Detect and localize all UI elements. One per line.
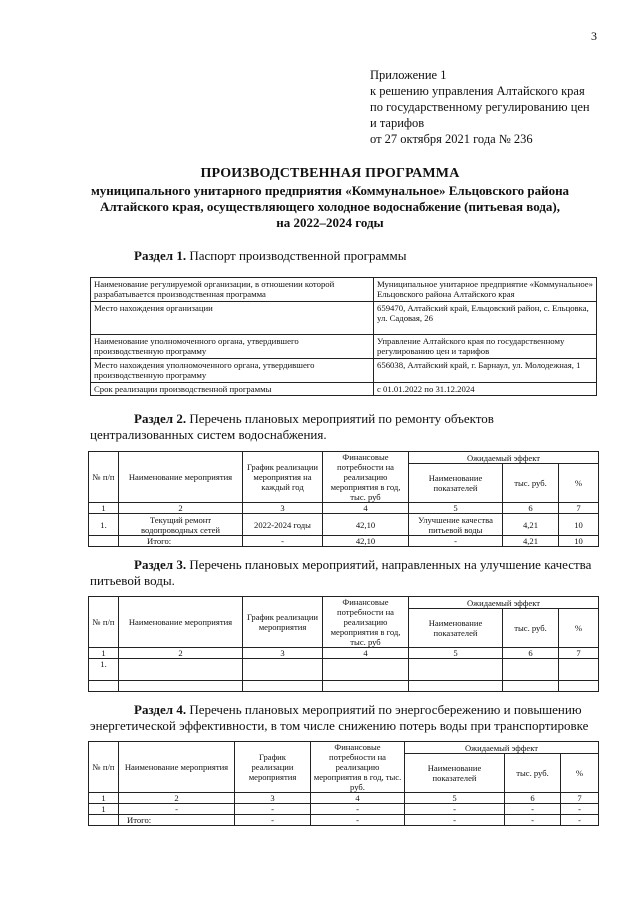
passport-cell-right: 656038, Алтайский край, г. Барнаул, ул. Молодежная, 1 (374, 359, 597, 383)
total-schedule: - (243, 536, 323, 547)
header-thousand: тыс. руб. (505, 754, 561, 793)
row-finance (323, 659, 409, 681)
table-row (89, 804, 599, 815)
appendix-line: по государственному регулированию цен (370, 100, 590, 114)
colnum-cell: 5 (409, 648, 503, 659)
header-finance: Финансовые потребности на реализацию мероприятия в год, тыс. руб. (311, 742, 405, 793)
total-label: Итого: (119, 536, 243, 547)
total-empty (89, 815, 119, 826)
colnum-cell: 7 (559, 648, 599, 659)
header-num: № п/п (89, 452, 119, 503)
colnum-cell: 6 (503, 503, 559, 514)
header-effect: Ожидаемый эффект (409, 597, 599, 609)
header-percent: % (559, 464, 599, 503)
section4-label: Раздел 4. (134, 702, 187, 717)
appendix-line: и тарифов (370, 116, 425, 130)
header-num: № п/п (89, 742, 119, 793)
total-percent: 10 (559, 536, 599, 547)
section2-table (88, 451, 599, 547)
header-thousand: тыс. руб. (503, 464, 559, 503)
row-thousand (503, 659, 559, 681)
row-num: 1. (89, 514, 119, 536)
row-indicator: - (405, 804, 505, 815)
empty-cell (503, 681, 559, 692)
passport-table (90, 277, 597, 396)
total-empty (89, 536, 119, 547)
table-row (91, 359, 597, 383)
passport-cell-right: 659470, Алтайский край, Ельцовский район, с. Ельцовка, ул. Садовая, 26 (374, 302, 597, 335)
table-row (89, 536, 599, 547)
passport-cell-left: Место нахождения уполномоченного органа, утвердившего производственную программу (91, 359, 374, 383)
total-percent: - (561, 815, 599, 826)
empty-cell (559, 681, 599, 692)
colnum-cell: 1 (89, 648, 119, 659)
section1-label: Раздел 1. (134, 248, 187, 263)
row-indicator: Улучшение качества питьевой воды (409, 514, 503, 536)
appendix-block (370, 67, 590, 147)
document-title (60, 166, 600, 231)
section3-label: Раздел 3. (134, 557, 187, 572)
row-thousand: 4,21 (503, 514, 559, 536)
row-name: Текущий ремонт водопроводных сетей (119, 514, 243, 536)
row-percent: 10 (559, 514, 599, 536)
total-label: Итого: (119, 815, 235, 826)
table-row (89, 815, 599, 826)
table-row (89, 514, 599, 536)
table-row (91, 383, 597, 396)
row-thousand: - (505, 804, 561, 815)
passport-cell-left: Наименование уполномоченного органа, утвердившего производственную программу (91, 335, 374, 359)
header-effect: Ожидаемый эффект (405, 742, 599, 754)
colnum-cell: 3 (243, 503, 323, 514)
header-percent: % (559, 609, 599, 648)
total-indicator: - (405, 815, 505, 826)
page-number: 3 (591, 29, 597, 43)
colnum-cell: 2 (119, 503, 243, 514)
passport-cell-right: Муниципальное унитарное предприятие «Коммунальное» Ельцовского района Алтайского края (374, 278, 597, 302)
header-name: Наименование мероприятия (119, 742, 235, 793)
empty-cell (243, 681, 323, 692)
appendix-line: к решению управления Алтайского края (370, 84, 585, 98)
row-finance: 42,10 (323, 514, 409, 536)
header-name: Наименование мероприятия (119, 452, 243, 503)
empty-cell (323, 681, 409, 692)
total-thousand: - (505, 815, 561, 826)
colnum-cell: 4 (311, 793, 405, 804)
colnum-cell: 6 (505, 793, 561, 804)
header-schedule: График реализации мероприятия (235, 742, 311, 793)
empty-cell (119, 681, 243, 692)
table-row (89, 659, 599, 681)
section1-text: Паспорт производственной программы (186, 248, 407, 263)
header-finance: Финансовые потребности на реализацию мероприятия в год, тыс. руб (323, 597, 409, 648)
table-row (89, 503, 599, 514)
title-line: на 2022–2024 годы (276, 215, 384, 230)
row-schedule: - (235, 804, 311, 815)
row-indicator (409, 659, 503, 681)
colnum-cell: 3 (235, 793, 311, 804)
title-line: ПРОИЗВОДСТВЕННАЯ ПРОГРАММА (200, 166, 460, 181)
section4-heading (90, 702, 598, 734)
colnum-cell: 6 (503, 648, 559, 659)
header-finance: Финансовые потребности на реализацию мероприятия в год, тыс. руб (323, 452, 409, 503)
colnum-cell: 7 (561, 793, 599, 804)
colnum-cell: 1 (89, 793, 119, 804)
colnum-cell: 5 (405, 793, 505, 804)
empty-cell (409, 681, 503, 692)
passport-cell-right: с 01.01.2022 по 31.12.2024 (374, 383, 597, 396)
header-name: Наименование мероприятия (119, 597, 243, 648)
total-schedule: - (235, 815, 311, 826)
colnum-cell: 1 (89, 503, 119, 514)
row-finance: - (311, 804, 405, 815)
table-row (91, 278, 597, 302)
colnum-cell: 2 (119, 793, 235, 804)
row-name (119, 659, 243, 681)
row-percent (559, 659, 599, 681)
appendix-line: от 27 октября 2021 года № 236 (370, 132, 533, 146)
section3-text: Перечень плановых мероприятий, направленных на улучшение качества питьевой воды. (90, 557, 592, 588)
header-schedule: График реализации мероприятия (243, 597, 323, 648)
row-percent: - (561, 804, 599, 815)
passport-cell-left: Место нахождения организации (91, 302, 374, 335)
section2-text: Перечень плановых мероприятий по ремонту объектов централизованных систем водоснабжения. (90, 411, 494, 442)
title-line: муниципального унитарного предприятия «Коммунальное» Ельцовского района (90, 183, 570, 198)
table-header-row (89, 742, 599, 754)
row-schedule (243, 659, 323, 681)
header-thousand: тыс. руб. (503, 609, 559, 648)
passport-cell-left: Наименование регулируемой организации, в отношении которой разрабатывается производственная программа (91, 278, 374, 302)
colnum-cell: 5 (409, 503, 503, 514)
colnum-cell: 7 (559, 503, 599, 514)
total-thousand: 4,21 (503, 536, 559, 547)
row-schedule: 2022-2024 годы (243, 514, 323, 536)
section2-heading (90, 411, 598, 443)
colnum-cell: 2 (119, 648, 243, 659)
table-row (89, 681, 599, 692)
total-finance: 42,10 (323, 536, 409, 547)
row-num: 1 (89, 804, 119, 815)
empty-cell (89, 681, 119, 692)
table-row (89, 793, 599, 804)
section3-heading (90, 557, 598, 589)
colnum-cell: 4 (323, 648, 409, 659)
header-effect: Ожидаемый эффект (409, 452, 599, 464)
header-indicator: Наименование показателей (405, 754, 505, 793)
passport-cell-right: Управление Алтайского края по государственному регулированию цен и тарифов (374, 335, 597, 359)
row-num: 1. (89, 659, 119, 681)
title-line: Алтайского края, осуществляющего холодное водоснабжение (питьевая вода), (99, 199, 561, 214)
section3-table (88, 596, 599, 692)
row-name: - (119, 804, 235, 815)
table-row (91, 302, 597, 335)
section2-label: Раздел 2. (134, 411, 187, 426)
table-row (89, 648, 599, 659)
table-row (91, 335, 597, 359)
table-header-row (89, 597, 599, 609)
table-header-row (89, 452, 599, 464)
appendix-line: Приложение 1 (370, 68, 447, 82)
total-finance: - (311, 815, 405, 826)
section1-heading (134, 248, 406, 264)
colnum-cell: 4 (323, 503, 409, 514)
section4-text: Перечень плановых мероприятий по энергосбережению и повышению энергетической эффективности, в том числе снижению потерь воды при транспортировке (90, 702, 589, 733)
header-num: № п/п (89, 597, 119, 648)
colnum-cell: 3 (243, 648, 323, 659)
passport-cell-left: Срок реализации производственной программы (91, 383, 374, 396)
section4-table (88, 741, 599, 826)
header-percent: % (561, 754, 599, 793)
total-indicator: - (409, 536, 503, 547)
header-indicator: Наименование показателей (409, 464, 503, 503)
header-indicator: Наименование показателей (409, 609, 503, 648)
header-schedule: График реализации мероприятия на каждый год (243, 452, 323, 503)
